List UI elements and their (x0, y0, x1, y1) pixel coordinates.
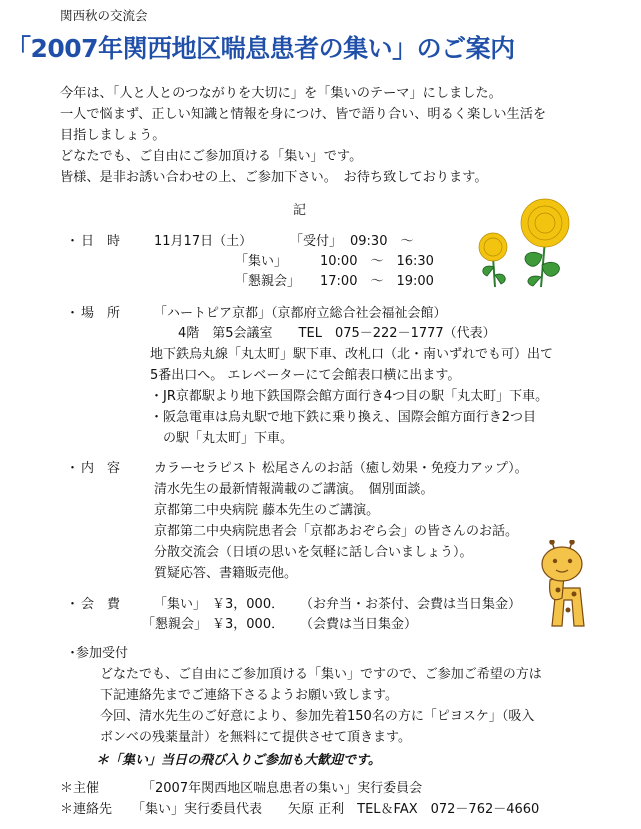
sponsor-label: ＊主催 (60, 781, 100, 796)
bullet: ・ (66, 597, 80, 612)
place-line: 5番出口へ。 エレベーターにて会館表口横に出ます。 (150, 368, 461, 383)
ki-heading: 記 (293, 203, 307, 218)
fee-name: 「懇親会」 (142, 617, 208, 632)
schedule-time: 09:30 ～ (350, 234, 414, 249)
event-kicker: 関西秋の交流会 (60, 8, 148, 23)
event-date: 11月17日（土） (154, 234, 253, 249)
reception-line: どなたでも、ご自由にご参加頂ける「集い」ですので、ご参加ご希望の方は (100, 667, 542, 682)
chrysanthemum-icon (465, 195, 585, 290)
intro-line: 皆様、是非お誘い合わせの上、ご参加下さい。 お待ち致しております。 (60, 170, 488, 185)
bullet: ・ (66, 234, 80, 249)
fee-note: （会費は当日集金） (300, 617, 418, 632)
intro-line: 一人で悩まず、正しい知識と情報を身につけ、皆で語り合い、明るく楽しい生活を (60, 107, 547, 122)
page-title: 「2007年関西地区喘息患者の集い」のご案内 (6, 34, 515, 63)
content-line: 京都第二中央病院患者会「京都あおぞら会」の皆さんのお話。 (154, 524, 519, 539)
schedule-name: 「懇親会」 (235, 274, 301, 289)
bullet: ・ (66, 646, 80, 661)
fee-note: （お弁当・お茶付、会費は当日集金） (300, 597, 522, 612)
reception-line: 今回、清水先生のご好意により、参加先着150名の方に「ピヨスケ」（吸入 (100, 709, 535, 724)
reception-line: 下記連絡先までご連絡下さるようお願い致します。 (100, 688, 398, 703)
intro-line: 今年は、「人と人とのつながりを大切に」を「集いのテーマ」にしました。 (60, 86, 502, 101)
fee-amount: ￥3，000． (212, 617, 285, 632)
contact-value: 「集い」実行委員代表 矢原 正利 TEL＆FAX 072－762－4660 (132, 802, 540, 817)
datetime-label: 日 時 (81, 234, 121, 249)
intro-line: 目指しましょう。 (60, 128, 166, 143)
schedule-time: 10:00 ～ 16:30 (320, 254, 434, 269)
contact-label: ＊連絡先 (60, 802, 113, 817)
place-label: 場 所 (81, 306, 121, 321)
content-line: 清水先生の最新情報満載のご講演。 個別面談。 (154, 482, 434, 497)
giraffe-icon (528, 540, 600, 632)
fee-amount: ￥3，000． (212, 597, 285, 612)
reception-line: ボンベの残薬量計）を無料にて提供させて頂きます。 (100, 730, 411, 745)
reception-label: 参加受付 (76, 646, 129, 661)
bullet: ・ (66, 306, 80, 321)
content-line: カラーセラピスト 松尾さんのお話（癒し効果・免疫力アップ）。 (154, 461, 528, 476)
schedule-name: 「受付」 (290, 234, 343, 249)
schedule-name: 「集い」 (235, 254, 288, 269)
intro-line: どなたでも、ご自由にご参加頂ける「集い」です。 (60, 149, 363, 164)
place-line: の駅「丸太町」下車。 (150, 431, 294, 446)
place-line: ・JR京都駅より地下鉄国際会館方面行き4つ目の駅「丸太町」下車。 (150, 389, 549, 404)
fee-name: 「集い」 (154, 597, 207, 612)
place-line: 地下鉄烏丸線「丸太町」駅下車、改札口（北・南いずれでも可）出て (150, 347, 554, 362)
fee-label: 会 費 (81, 597, 121, 612)
bullet: ・ (66, 461, 80, 476)
content-line: 京都第二中央病院 藤本先生のご講演。 (154, 503, 380, 518)
place-line: 4階 第5会議室 TEL 075－222－1777（代表） (178, 326, 496, 341)
place-line: ・阪急電車は烏丸駅で地下鉄に乗り換え、国際会館方面行き2つ目 (150, 410, 537, 425)
schedule-time: 17:00 ～ 19:00 (320, 274, 434, 289)
walkin-note: ＊「集い」当日の飛び入りご参加も大歓迎です。 (96, 753, 381, 768)
sponsor-value: 「2007年関西地区喘息患者の集い」実行委員会 (142, 781, 423, 796)
content-label: 内 容 (81, 461, 121, 476)
content-line: 分散交流会（日頃の思いを気軽に話し合いましょう）。 (154, 545, 473, 560)
place-line: 「ハートピア京都」（京都府立総合社会福祉会館） (154, 306, 447, 321)
content-line: 質疑応答、書籍販売他。 (154, 566, 298, 581)
